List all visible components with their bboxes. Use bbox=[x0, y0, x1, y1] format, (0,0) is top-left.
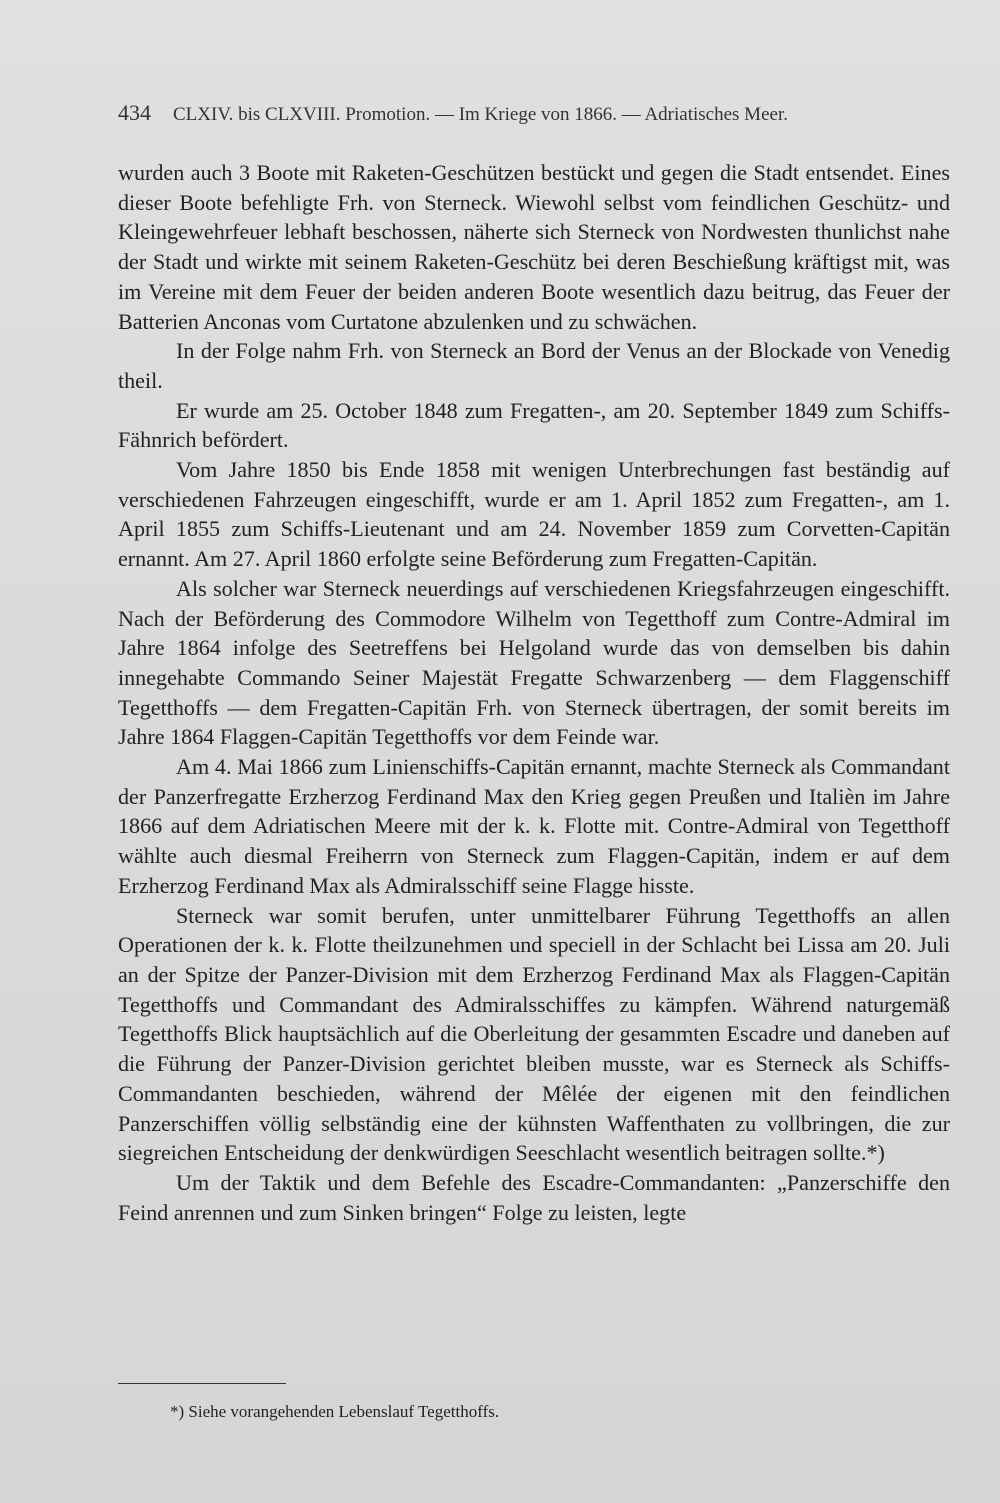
running-title: CLXIV. bis CLXVIII. Promotion. — Im Kriege von 1866. — Adriatisches Meer. bbox=[173, 104, 788, 125]
running-header bbox=[118, 100, 888, 126]
paragraph-7: Sterneck war somit berufen, unter unmittelbarer Führung Tegetthoffs an allen Operationen der k. k. Flotte theilzunehmen und speciell in der Schlacht bei Lissa am 20. Juli an der Spitze der Panzer-Division mit dem Erzherzog Ferdinand Max als Flaggen-Capitän Tegetthoffs und Commandant des Admiralsschiffes zu kämpfen. Während naturgemäß Tegetthoffs Blick hauptsächlich auf die Oberleitung der gesammten Escadre und daneben auf die Führung der Panzer-Division gerichtet bleiben musste, war es Sterneck als Schiffs-Commandanten beschieden, während der Mêlée der eigenen mit den feindlichen Panzerschiffen völlig selbständig eine der kühnsten Waffenthaten zu vollbringen, die zur siegreichen Entscheidung der denkwürdigen Seeschlacht wesentlich beitragen sollte.*) bbox=[118, 902, 950, 1166]
paragraph-6: Am 4. Mai 1866 zum Linienschiffs-Capitän ernannt, machte Sterneck als Commandant der Panzerfregatte Erzherzog Ferdinand Max den Krieg gegen Preußen und Italièn im Jahre 1866 auf dem Adriatischen Meere mit der k. k. Flotte mit. Contre-Admiral von Tegetthoff wählte auch diesmal Freiherrn von Sterneck zum Flaggen-Capitän, indem er auf dem Erzherzog Ferdinand Max als Admiralsschiff seine Flagge hisste. bbox=[118, 754, 950, 898]
body-text bbox=[118, 158, 950, 1227]
paragraph-8: Um der Taktik und dem Befehle des Escadre-Commandanten: „Panzerschiffe den Feind anrennen und zum Sinken bringen“ Folge zu leisten, legte bbox=[118, 1169, 950, 1225]
paragraph-2: In der Folge nahm Frh. von Sterneck an Bord der Venus an der Blockade von Venedig theil. bbox=[118, 338, 950, 393]
paragraph-1: wurden auch 3 Boote mit Raketen-Geschützen bestückt und gegen die Stadt entsendet. Eines dieser Boote befehligte Frh. von Sterneck. Wiewohl selbst vom feindlichen Geschütz- und Kleingewehrfeuer lebhaft beschossen, näherte sich Sterneck von Nordwesten thunlichst nahe der Stadt und wirkte mit seinem Raketen-Geschütz bei deren Beschießung kräftigst mit, was im Vereine mit dem Feuer der beiden anderen Boote wesentlich dazu beitrug, das Feuer der Batterien Anconas vom Curtatone abzulenken und zu schwächen. bbox=[118, 160, 950, 334]
paragraph-4: Vom Jahre 1850 bis Ende 1858 mit wenigen Unterbrechungen fast beständig auf verschiedenen Fahrzeugen eingeschifft, wurde er am 1. April 1852 zum Fregatten-, am 1. April 1855 zum Schiffs-Lieutenant und am 24. November 1859 zum Corvetten-Capitän ernannt. Am 27. April 1860 erfolgte seine Beförderung zum Fregatten-Capitän. bbox=[118, 457, 950, 572]
footnote-divider bbox=[118, 1383, 286, 1384]
paragraph-5: Als solcher war Sterneck neuerdings auf verschiedenen Kriegsfahrzeugen eingeschifft. Nach der Beförderung des Commodore Wilhelm von Tegetthoff zum Contre-Admiral im Jahre 1864 infolge des Seetreffens bei Helgoland wurde das von demselben bis dahin innegehabte Commando Seiner Majestät Fregatte Schwarzenberg — dem Flaggenschiff Tegetthoffs — dem Fregatten-Capitän Frh. von Sterneck übertragen, der somit bereits im Jahre 1864 Flaggen-Capitän Tegetthoffs vor dem Feinde war. bbox=[118, 575, 950, 750]
footnote: *) Siehe vorangehenden Lebenslauf Tegetthoffs. bbox=[170, 1402, 500, 1421]
page-number: 434 bbox=[118, 100, 151, 125]
paragraph-3: Er wurde am 25. October 1848 zum Fregatten-, am 20. September 1849 zum Schiffs-Fähnrich befördert. bbox=[118, 397, 950, 453]
